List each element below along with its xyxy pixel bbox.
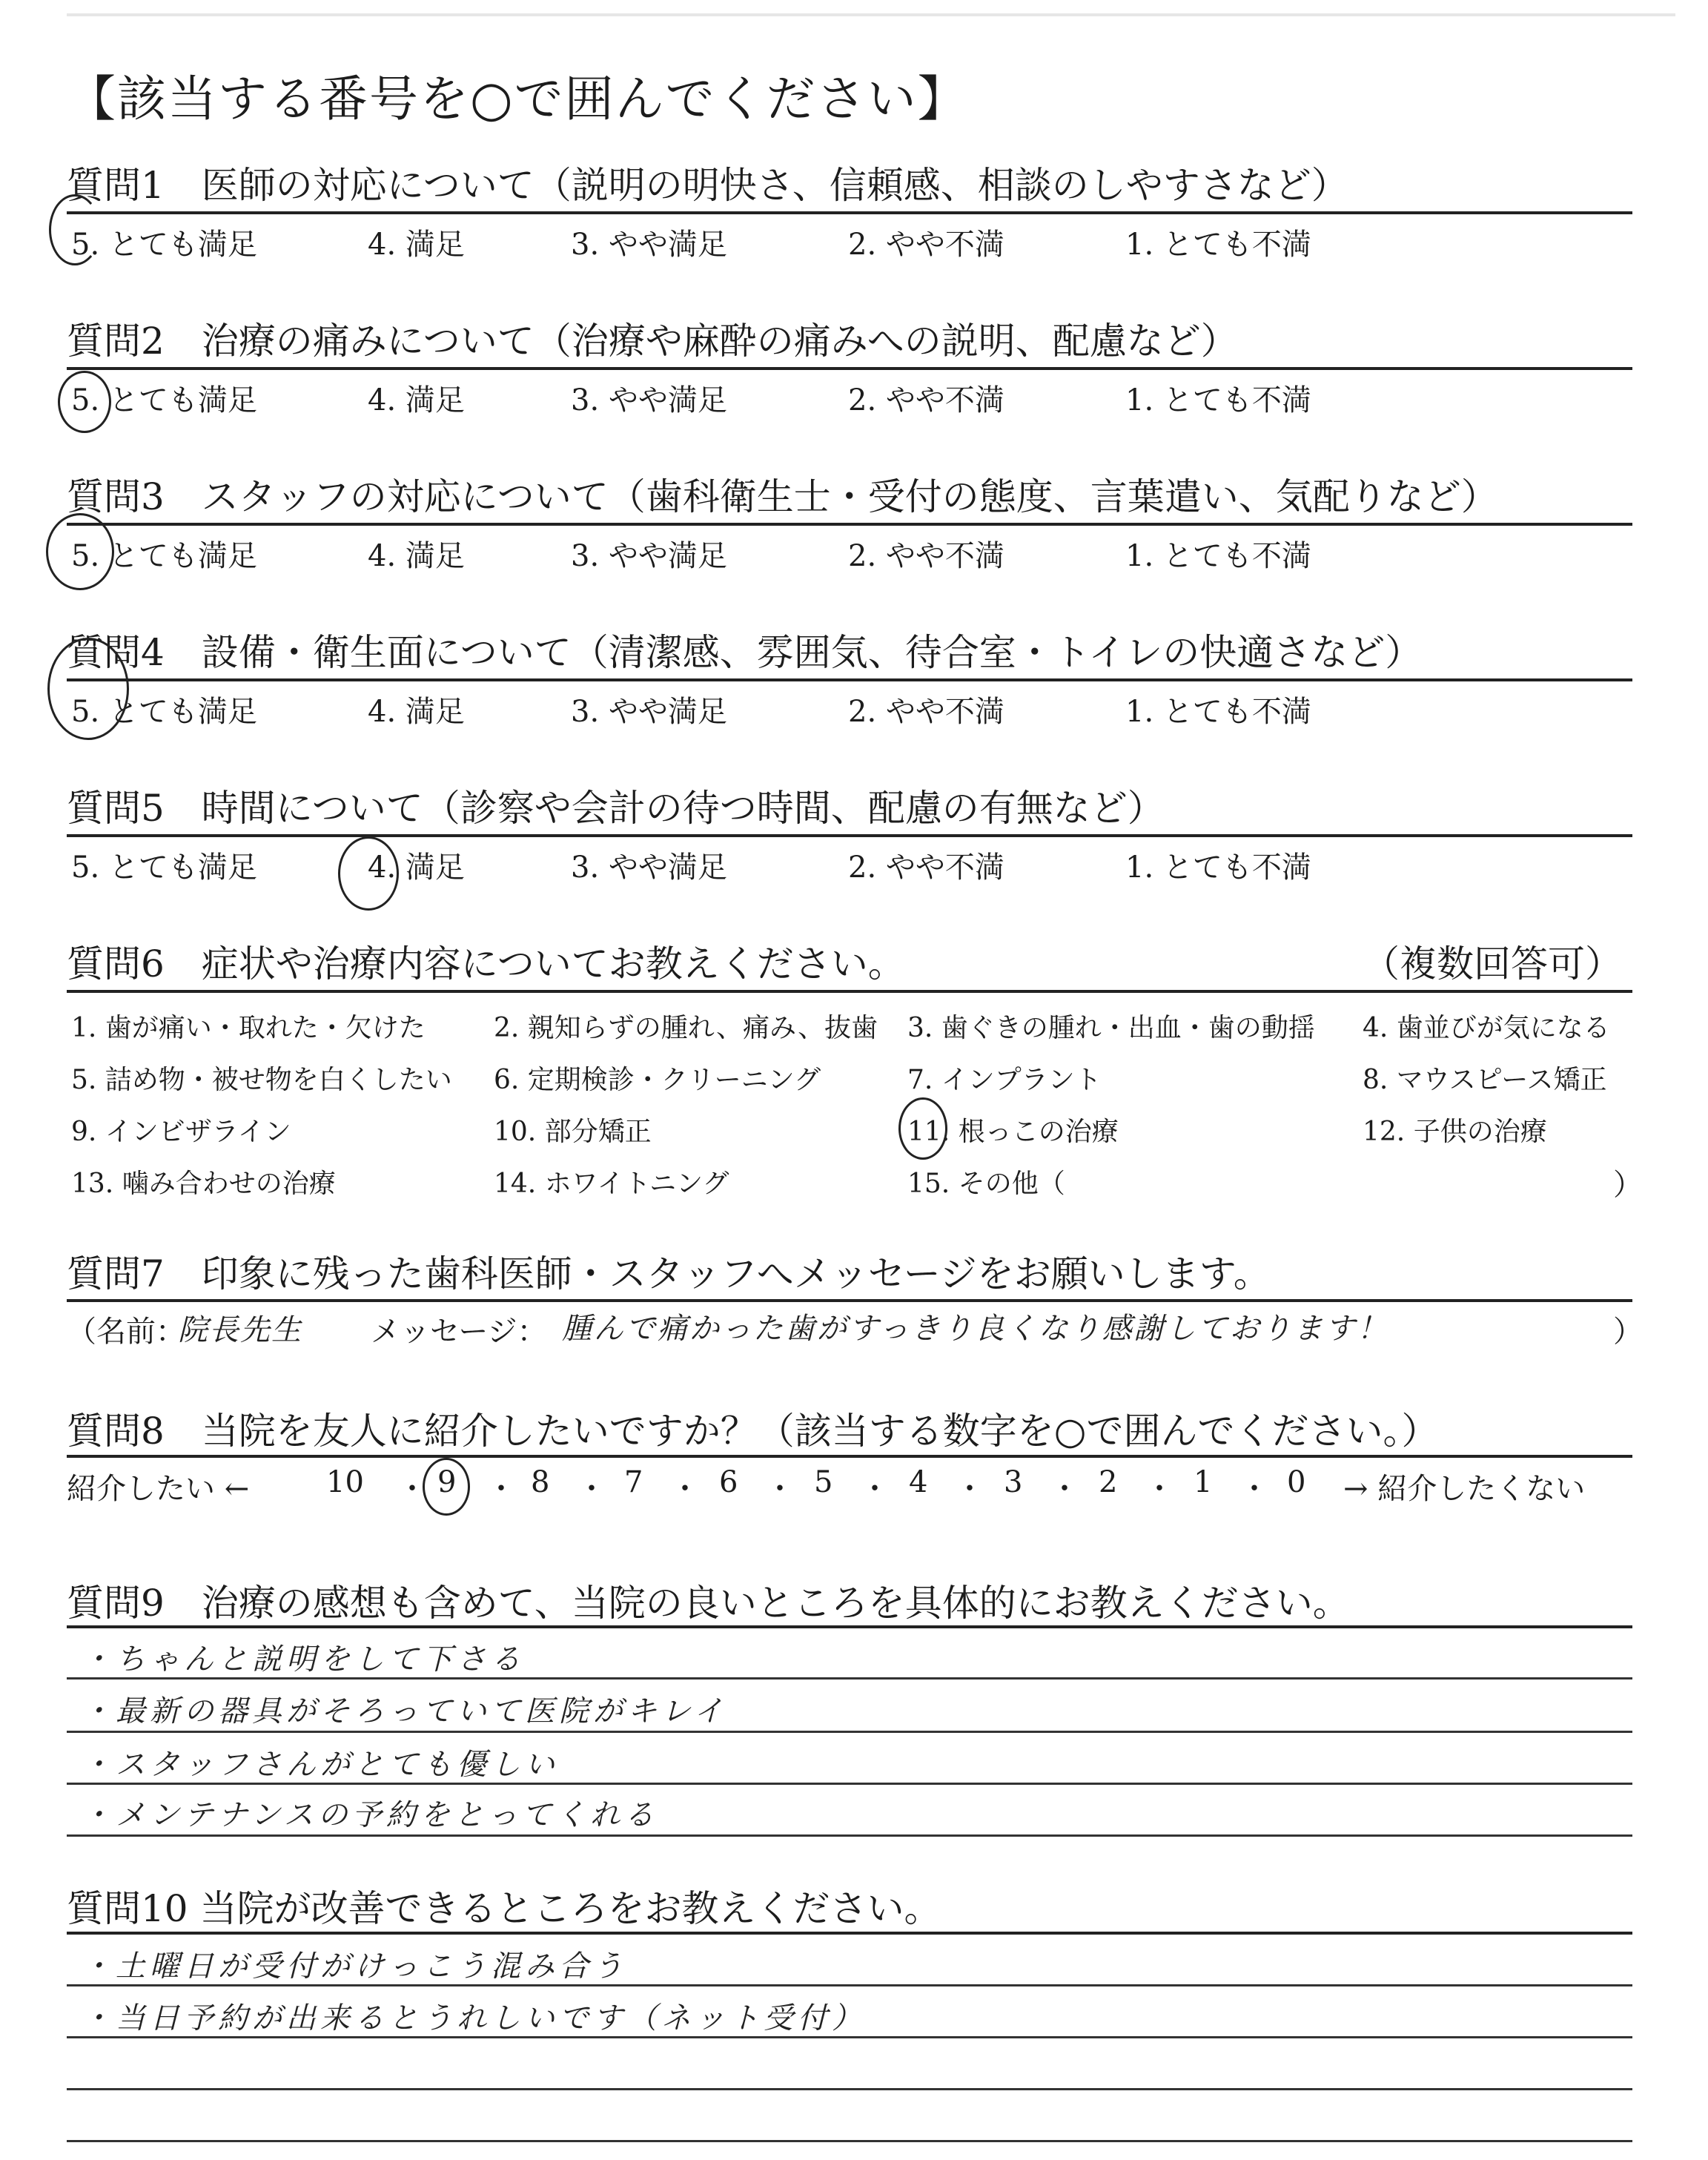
- q10-answer-line: [67, 2036, 1632, 2038]
- q3-option-4[interactable]: 4. 満足: [368, 539, 465, 573]
- question-3-rule: [67, 523, 1632, 526]
- q3-selection-circle: [46, 513, 114, 590]
- q1-option-4[interactable]: 4. 満足: [368, 228, 465, 262]
- question-8-rule: [67, 1455, 1632, 1458]
- q1-option-3[interactable]: 3. やや満足: [571, 228, 727, 262]
- q4-selection-circle: [47, 638, 129, 740]
- q8-scale-dot: ・: [860, 1472, 890, 1506]
- question-10-rule: [67, 1932, 1632, 1935]
- q9-answer-line: [67, 1834, 1632, 1837]
- q1-option-2[interactable]: 2. やや不満: [848, 228, 1004, 262]
- question-7-title: 質問7 印象に残った歯科医師・スタッフへメッセージをお願いします。: [67, 1252, 1271, 1295]
- q4-option-4[interactable]: 4. 満足: [368, 695, 465, 729]
- q6-option-3[interactable]: 3. 歯ぐきの腫れ・出血・歯の動揺: [907, 1013, 1315, 1043]
- q6-option-7[interactable]: 7. インプラント: [907, 1065, 1102, 1095]
- q8-scale-4[interactable]: 4: [909, 1465, 928, 1499]
- q6-option-4[interactable]: 4. 歯並びが気になる: [1363, 1013, 1610, 1043]
- q8-scale-6[interactable]: 6: [719, 1465, 738, 1499]
- q10-answer-line: [67, 1984, 1632, 1986]
- q8-scale-0[interactable]: 0: [1287, 1465, 1306, 1499]
- question-5-rule: [67, 834, 1632, 837]
- q8-left-label: 紹介したい ←: [67, 1472, 250, 1506]
- q8-scale-2[interactable]: 2: [1099, 1465, 1118, 1499]
- q8-scale-dot: ・: [486, 1472, 516, 1506]
- q8-scale-3[interactable]: 3: [1004, 1465, 1023, 1499]
- q6-selection-circle: [898, 1097, 947, 1160]
- q4-option-1[interactable]: 1. とても不満: [1125, 695, 1311, 729]
- q8-scale-dot: ・: [955, 1472, 984, 1506]
- q4-option-5[interactable]: 5. とても満足: [71, 695, 257, 729]
- q8-scale-8[interactable]: 8: [531, 1465, 550, 1499]
- q8-scale-7[interactable]: 7: [624, 1465, 643, 1499]
- page-title: 【該当する番号を○で囲んでください】: [67, 70, 968, 128]
- q6-option-11[interactable]: 11. 根っこの治療: [907, 1117, 1119, 1147]
- q5-option-3[interactable]: 3. やや満足: [571, 851, 727, 885]
- q7-message-label: メッセージ：: [371, 1315, 547, 1349]
- q10-answer-line: [67, 2140, 1632, 2142]
- q8-scale-dot: ・: [1050, 1472, 1079, 1506]
- q8-scale-5[interactable]: 5: [814, 1465, 833, 1499]
- question-5-title: 質問5 時間について（診察や会計の待つ時間、配慮の有無など）: [67, 787, 1165, 830]
- question-1-title: 質問1 医師の対応について（説明の明快さ、信頼感、相談のしやすさなど）: [67, 164, 1348, 207]
- q2-option-1[interactable]: 1. とても不満: [1125, 383, 1311, 417]
- q9-answer-3[interactable]: ・スタッフさんがとても優しい: [82, 1748, 559, 1782]
- question-2-rule: [67, 367, 1632, 370]
- q7-name-label: （名前：: [67, 1315, 185, 1349]
- q6-option-10[interactable]: 10. 部分矯正: [494, 1117, 652, 1147]
- q1-selection-circle: [49, 194, 101, 265]
- q6-option-14[interactable]: 14. ホワイトニング: [494, 1169, 729, 1199]
- q8-scale-dot: ・: [1145, 1472, 1174, 1506]
- q1-option-1[interactable]: 1. とても不満: [1125, 228, 1311, 262]
- top-border: [67, 13, 1675, 16]
- q6-option-13[interactable]: 13. 噛み合わせの治療: [71, 1169, 336, 1199]
- q6-option-15[interactable]: 15. その他（: [907, 1169, 1065, 1199]
- q6-option-12[interactable]: 12. 子供の治療: [1363, 1117, 1547, 1147]
- q3-option-2[interactable]: 2. やや不満: [848, 539, 1004, 573]
- q2-option-5[interactable]: 5. とても満足: [71, 383, 257, 417]
- q8-scale-10[interactable]: 10: [326, 1465, 364, 1499]
- q5-selection-circle: [338, 836, 399, 911]
- question-6-rule: [67, 990, 1632, 993]
- question-7-rule: [67, 1299, 1632, 1302]
- question-10-title: 質問10 当院が改善できるところをお教えください。: [67, 1887, 941, 1930]
- q7-message-value[interactable]: 腫んで痛かった歯がすっきり良くなり感謝しております！: [562, 1312, 1389, 1346]
- q5-option-1[interactable]: 1. とても不満: [1125, 851, 1311, 885]
- q6-option-5[interactable]: 5. 詰め物・被せ物を白くしたい: [71, 1065, 452, 1095]
- q8-right-label: → 紹介したくない: [1343, 1472, 1586, 1506]
- q5-option-5[interactable]: 5. とても満足: [71, 851, 257, 885]
- question-2-title: 質問2 治療の痛みについて（治療や麻酔の痛みへの説明、配慮など）: [67, 320, 1238, 363]
- q3-option-1[interactable]: 1. とても不満: [1125, 539, 1311, 573]
- q7-close-paren: ）: [1613, 1315, 1643, 1349]
- q5-option-4[interactable]: 4. 満足: [368, 851, 465, 885]
- q8-scale-1[interactable]: 1: [1194, 1465, 1213, 1499]
- q2-option-3[interactable]: 3. やや満足: [571, 383, 727, 417]
- q6-option-6[interactable]: 6. 定期検診・クリーニング: [494, 1065, 821, 1095]
- question-9-rule: [67, 1625, 1632, 1628]
- q2-option-4[interactable]: 4. 満足: [368, 383, 465, 417]
- question-3-title: 質問3 スタッフの対応について（歯科衛生士・受付の態度、言葉遣い、気配りなど）: [67, 475, 1498, 518]
- question-1-rule: [67, 211, 1632, 214]
- question-4-rule: [67, 678, 1632, 681]
- q8-scale-dot: ・: [1239, 1472, 1269, 1506]
- question-6-note: （複数回答可）: [1363, 942, 1622, 985]
- q4-option-2[interactable]: 2. やや不満: [848, 695, 1004, 729]
- q9-answer-line: [67, 1783, 1632, 1785]
- question-4-title: 質問4 設備・衛生面について（清潔感、雰囲気、待合室・トイレの快適さなど）: [67, 631, 1423, 674]
- question-6-title: 質問6 症状や治療内容についてお教えください。: [67, 942, 905, 985]
- q6-option-8[interactable]: 8. マウスピース矯正: [1363, 1065, 1607, 1095]
- q9-answer-2[interactable]: ・最新の器具がそろっていて医院がキレイ: [82, 1694, 728, 1728]
- q9-answer-4[interactable]: ・メンテナンスの予約をとってくれる: [82, 1798, 658, 1832]
- q1-option-5[interactable]: 5. とても満足: [71, 228, 257, 262]
- q9-answer-line: [67, 1731, 1632, 1733]
- q8-scale-dot: ・: [397, 1472, 427, 1506]
- q10-answer-2[interactable]: ・当日予約が出来るとうれしいです（ネット受付）: [82, 2001, 866, 2035]
- q10-answer-1[interactable]: ・土曜日が受付がけっこう混み合う: [82, 1949, 627, 1984]
- q10-answer-line: [67, 2088, 1632, 2090]
- q8-scale-dot: ・: [670, 1472, 700, 1506]
- q4-option-3[interactable]: 3. やや満足: [571, 695, 727, 729]
- question-9-title: 質問9 治療の感想も含めて、当院の良いところを具体的にお教えください。: [67, 1582, 1350, 1625]
- q3-option-5[interactable]: 5. とても満足: [71, 539, 257, 573]
- q6-option-9[interactable]: 9. インビザライン: [71, 1117, 291, 1147]
- q9-answer-1[interactable]: ・ちゃんと説明をして下さる: [82, 1642, 525, 1677]
- question-8-title: 質問8 当院を友人に紹介したいですか？（該当する数字を○で囲んでください。）: [67, 1410, 1439, 1453]
- q9-answer-line: [67, 1677, 1632, 1680]
- q2-option-2[interactable]: 2. やや不満: [848, 383, 1004, 417]
- q2-selection-circle: [58, 371, 111, 433]
- q6-option-2[interactable]: 2. 親知らずの腫れ、痛み、抜歯: [494, 1013, 878, 1043]
- q3-option-3[interactable]: 3. やや満足: [571, 539, 727, 573]
- q7-name-value[interactable]: 院長先生: [178, 1313, 302, 1347]
- q5-option-2[interactable]: 2. やや不満: [848, 851, 1004, 885]
- q6-other-close-paren: ）: [1613, 1168, 1643, 1202]
- q6-option-1[interactable]: 1. 歯が痛い・取れた・欠けた: [71, 1013, 426, 1043]
- q8-scale-dot: ・: [765, 1472, 795, 1506]
- q8-scale-9[interactable]: 9: [437, 1465, 457, 1499]
- q8-selection-circle: [423, 1458, 470, 1516]
- q8-scale-dot: ・: [577, 1472, 606, 1506]
